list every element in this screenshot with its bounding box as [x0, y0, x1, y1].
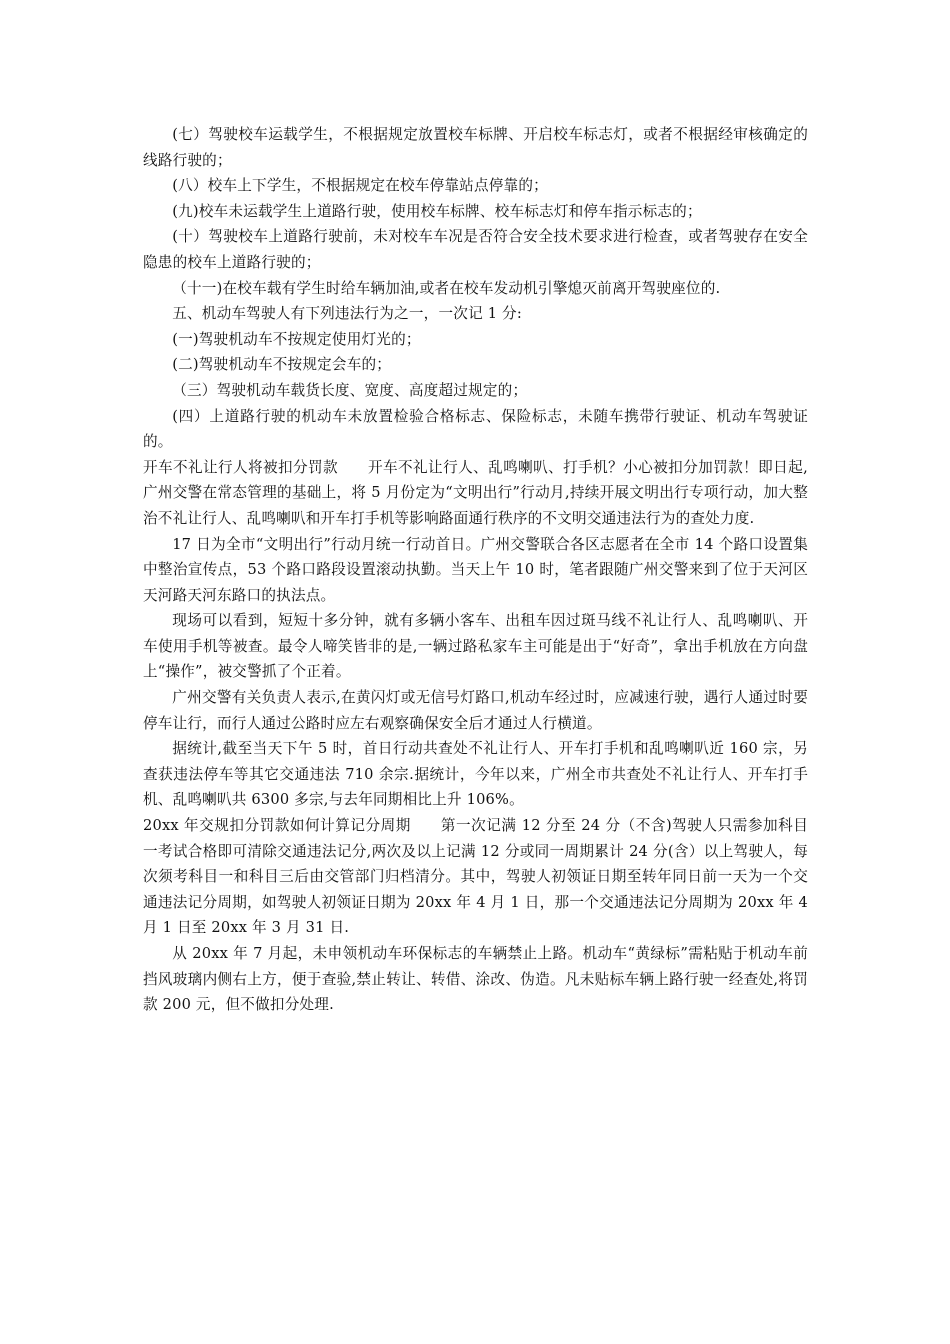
paragraph-official: 广州交警有关负责人表示,在黄闪灯或无信号灯路口,机动车经过时，应减速行驶，遇行人通过时要停车让行，而行人通过公路时应左右观察确保安全后才通过人行横道。 — [143, 689, 808, 732]
article-heading-scoring: 20xx 年交规扣分罚款如何计算记分周期 — [143, 817, 411, 835]
document-page — [143, 122, 808, 1018]
paragraph-item-11: （十一)在校车载有学生时给车辆加油,或者在校车发动机引擎熄灭前离开驾驶座位的. — [172, 279, 721, 297]
paragraph-item-8: (八）校车上下学生，不根据规定在校车停靠站点停靠的； — [172, 177, 548, 195]
paragraph-subitem-2: (二)驾驶机动车不按规定会车的； — [172, 356, 392, 374]
article-body-scoring: 第一次记满 12 分至 24 分（不含)驾驶人只需参加科目一考试合格即可清除交通违法记分,两次及以上记满 12 分或同一周期累计 24 分(含）以上驾驶人，每次须考科目一和科目三后由交管部门归档清分。其中，驾驶人初领证日期至转年同日前一天为一个交通违法记分周期，如驾驶人初领证日期为 20xx 年 4 月 1 日，那一个交通违法记分周期为 20xx 年 4 月 1 日至 20xx 年 3 月 31 日. — [143, 817, 808, 937]
article-paragraph-courtesy — [143, 455, 808, 532]
paragraph-scene: 现场可以看到，短短十多分钟，就有多辆小客车、出租车因过斑马线不礼让行人、乱鸣喇叭、开车使用手机等被查。最令人啼笑皆非的是,一辆过路私家车主可能是出于“好奇”，拿出手机放在方向盘上“操作”，被交警抓了个正着。 — [143, 612, 808, 681]
paragraph-statistics: 据统计,截至当天下午 5 时，首日行动共查处不礼让行人、开车打手机和乱鸣喇叭近 160 宗，另查获违法停车等其它交通违法 710 余宗.据统计，今年以来，广州全市共查处不礼让行人、开车打手机、乱鸣喇叭共 6300 多宗,与去年同期相比上升 106%。 — [143, 740, 808, 809]
article-paragraph-scoring — [143, 813, 808, 941]
article-body-courtesy: 开车不礼让行人、乱鸣喇叭、打手机？小心被扣分加罚款！即日起,广州交警在常态管理的基础上，将 5 月份定为“文明出行”行动月,持续开展文明出行专项行动，加大整治不礼让行人、乱鸣喇叭和开车打手机等影响路面通行秩序的不文明交通违法行为的查处力度. — [143, 458, 808, 527]
article-heading-courtesy: 开车不礼让行人将被扣分罚款 — [143, 458, 339, 476]
paragraph-item-10: (十）驾驶校车上道路行驶前，未对校车车况是否符合安全技术要求进行检查，或者驾驶存在安全隐患的校车上道路行驶的； — [143, 228, 808, 271]
paragraph-subitem-1: (一)驾驶机动车不按规定使用灯光的； — [172, 330, 421, 348]
paragraph-item-9: (九)校车未运载学生上道路行驶，使用校车标牌、校车标志灯和停车指示标志的； — [172, 202, 702, 220]
paragraph-subitem-4: (四）上道路行驶的机动车未放置检验合格标志、保险标志，未随车携带行驶证、机动车驾驶证的。 — [143, 407, 808, 451]
paragraph-eco-label: 从 20xx 年 7 月起，未申领机动车环保标志的车辆禁止上路。机动车“黄绿标”需粘贴于机动车前挡风玻璃内侧右上方，便于查验,禁止转让、转借、涂改、伪造。凡未贴标车辆上路行驶一经查处,将罚款 200 元，但不做扣分处理. — [143, 945, 808, 1014]
section-heading-five: 五、机动车驾驶人有下列违法行为之一，一次记 1 分: — [172, 305, 522, 323]
paragraph-subitem-3: （三）驾驶机动车载货长度、宽度、高度超过规定的； — [172, 381, 528, 399]
paragraph-first-day: 17 日为全市“文明出行”行动月统一行动首日。广州交警联合各区志愿者在全市 14 个路口设置集中整治宣传点，53 个路口路段设置滚动执勤。当天上午 10 时，笔者跟随广州交警来到了位于天河区天河路天河东路口的执法点。 — [143, 535, 808, 604]
paragraph-item-7: (七）驾驶校车运载学生，不根据规定放置校车标牌、开启校车标志灯，或者不根据经审核确定的线路行驶的； — [143, 126, 808, 169]
